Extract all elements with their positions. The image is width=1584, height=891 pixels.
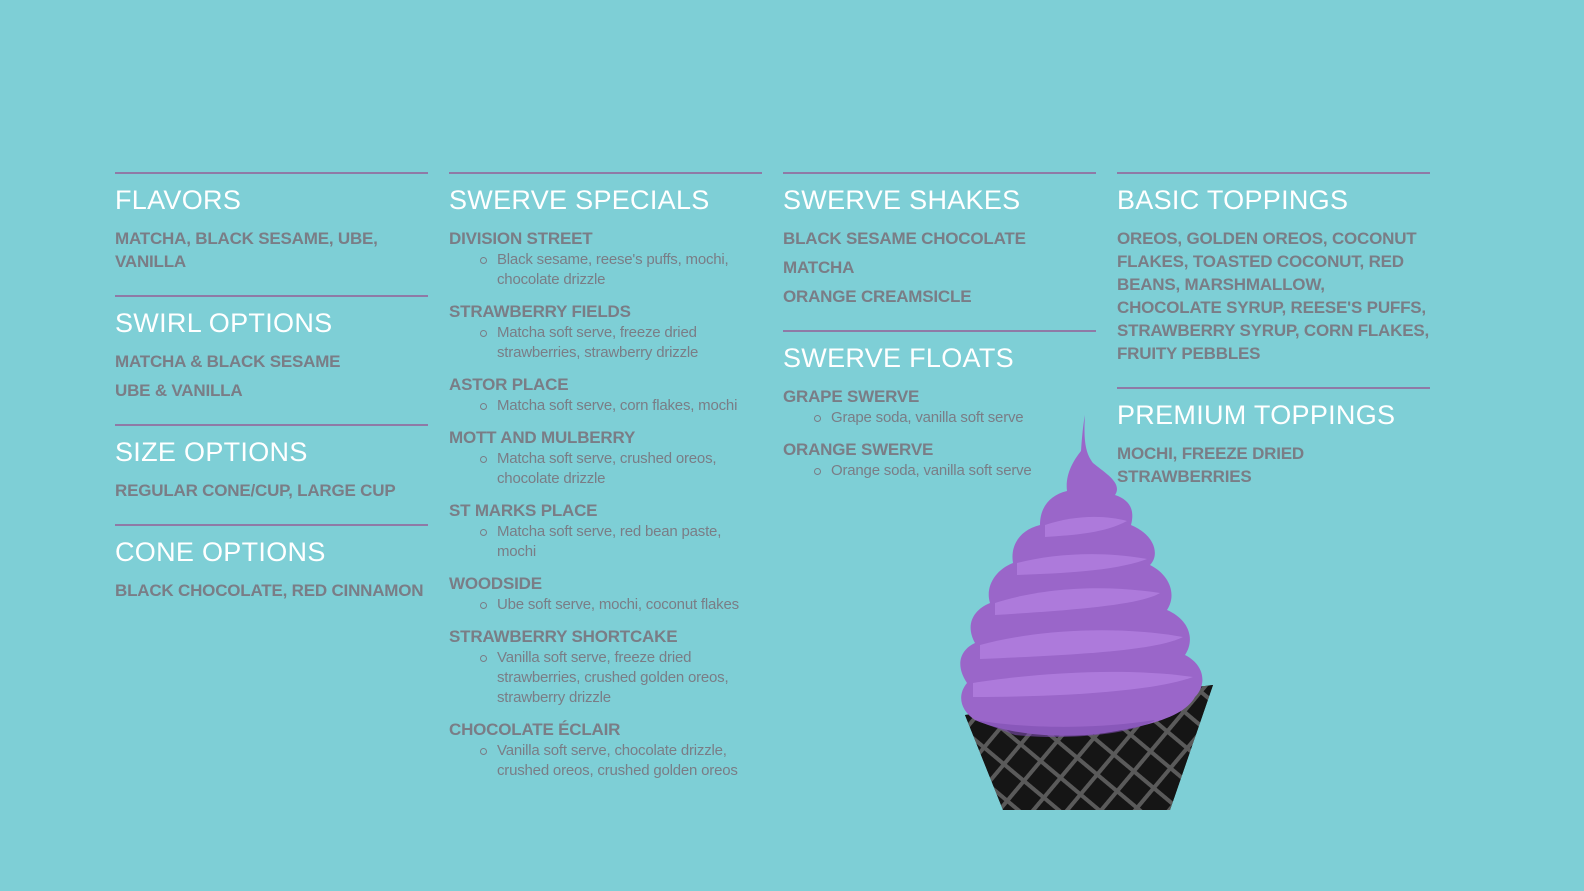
float-desc: Grape soda, vanilla soft serve [831, 408, 1096, 428]
special-desc: Matcha soft serve, corn flakes, mochi [497, 396, 762, 416]
special-desc: Matcha soft serve, red bean paste, mochi [497, 522, 762, 562]
specials-heading: SWERVE SPECIALS [449, 185, 710, 215]
column-2 [449, 172, 762, 803]
shake-item: MATCHA [783, 258, 855, 277]
special-item [449, 227, 762, 290]
specials-section [449, 172, 762, 781]
special-name: ASTOR PLACE [449, 375, 569, 394]
premium-toppings-heading: PREMIUM TOPPINGS [1117, 400, 1396, 430]
float-name: ORANGE SWERVE [783, 440, 934, 459]
special-item [449, 718, 762, 781]
purple-soft-serve-cone-icon [955, 415, 1217, 810]
special-desc: Vanilla soft serve, freeze dried strawberries, crushed golden oreos, strawberry drizzle [497, 648, 762, 708]
cone-heading: CONE OPTIONS [115, 537, 326, 567]
special-desc: Black sesame, reese's puffs, mochi, chocolate drizzle [497, 250, 762, 290]
size-section [115, 424, 428, 502]
special-name: STRAWBERRY FIELDS [449, 302, 631, 321]
float-desc: Orange soda, vanilla soft serve [831, 461, 1096, 481]
shake-item: BLACK SESAME CHOCOLATE [783, 229, 1026, 248]
basic-toppings-heading: BASIC TOPPINGS [1117, 185, 1349, 215]
special-name: CHOCOLATE ÉCLAIR [449, 720, 621, 739]
special-item [449, 300, 762, 363]
basic-toppings-text: OREOS, GOLDEN OREOS, COCONUT FLAKES, TOASTED COCONUT, RED BEANS, MARSHMALLOW, CHOCOLATE SYRUP, REESE'S PUFFS, STRAWBERRY SYRUP, CORN FLAKES, FRUITY PEBBLES [1117, 229, 1430, 363]
shake-item: ORANGE CREAMSICLE [783, 287, 972, 306]
flavors-section [115, 172, 428, 273]
flavors-text: MATCHA, BLACK SESAME, UBE, VANILLA [115, 229, 378, 271]
special-desc: Ube soft serve, mochi, coconut flakes [497, 595, 762, 615]
special-item [449, 373, 762, 416]
shakes-heading: SWERVE SHAKES [783, 185, 1021, 215]
cone-text: BLACK CHOCOLATE, RED CINNAMON [115, 581, 424, 600]
special-name: STRAWBERRY SHORTCAKE [449, 627, 678, 646]
basic-toppings-section [1117, 172, 1430, 365]
special-name: DIVISION STREET [449, 229, 593, 248]
swirl-heading: SWIRL OPTIONS [115, 308, 333, 338]
flavors-heading: FLAVORS [115, 185, 242, 215]
special-desc: Matcha soft serve, freeze dried strawberries, strawberry drizzle [497, 323, 762, 363]
special-item [449, 572, 762, 615]
floats-heading: SWERVE FLOATS [783, 343, 1014, 373]
special-name: WOODSIDE [449, 574, 542, 593]
special-name: MOTT AND MULBERRY [449, 428, 636, 447]
column-1 [115, 172, 428, 624]
shakes-section [783, 172, 1096, 308]
special-item [449, 426, 762, 489]
size-heading: SIZE OPTIONS [115, 437, 308, 467]
soft-serve-swirl [960, 415, 1202, 737]
float-name: GRAPE SWERVE [783, 387, 920, 406]
special-name: ST MARKS PLACE [449, 501, 598, 520]
swirl-item: UBE & VANILLA [115, 381, 243, 400]
special-item [449, 625, 762, 708]
cone-section [115, 524, 428, 602]
special-desc: Matcha soft serve, crushed oreos, chocolate drizzle [497, 449, 762, 489]
size-text: REGULAR CONE/CUP, LARGE CUP [115, 481, 396, 500]
swirl-item: MATCHA & BLACK SESAME [115, 352, 341, 371]
special-desc: Vanilla soft serve, chocolate drizzle, crushed oreos, crushed golden oreos [497, 741, 762, 781]
swirl-section [115, 295, 428, 402]
premium-toppings-text: MOCHI, FREEZE DRIED STRAWBERRIES [1117, 444, 1304, 486]
special-item [449, 499, 762, 562]
